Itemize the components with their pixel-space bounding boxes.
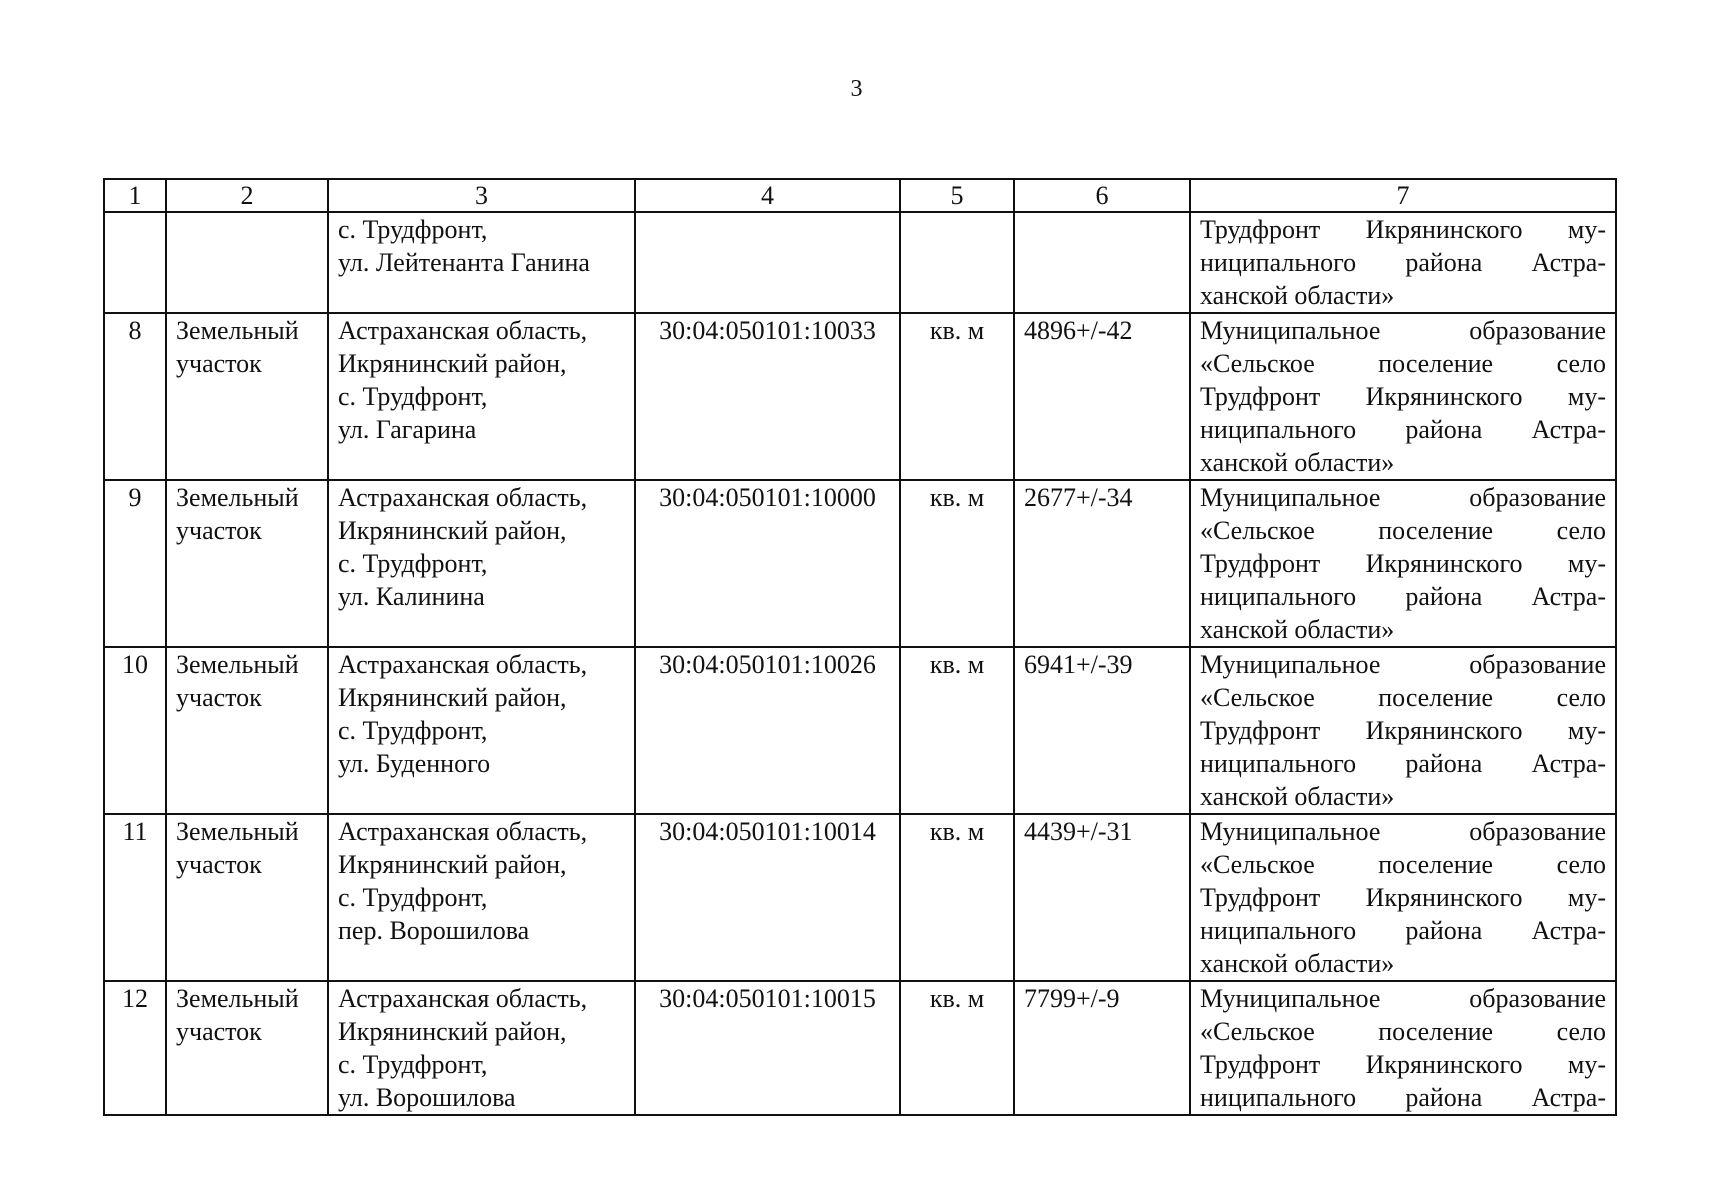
owner-line: «Сельское поселение село (1200, 516, 1606, 545)
column-header: 1 (104, 179, 166, 212)
area-cell (1014, 212, 1190, 313)
address-line: с. Трудфронт, (338, 883, 488, 912)
address-cell (328, 814, 635, 981)
owner-line: ханской области» (1200, 448, 1395, 477)
table-row (104, 647, 1616, 814)
address-line: Икрянинский район, (338, 516, 567, 545)
object-line: участок (176, 1017, 262, 1046)
table-row (104, 814, 1616, 981)
owner-line: Муниципальное образование (1200, 984, 1606, 1013)
object-cell (166, 647, 328, 814)
area-cell: 2677+/-34 (1014, 480, 1190, 647)
owner-line: «Сельское поселение село (1200, 349, 1606, 378)
owner-cell (1190, 981, 1616, 1115)
address-line: Астраханская область, (338, 984, 588, 1013)
column-header: 6 (1014, 179, 1190, 212)
address-line: Икрянинский район, (338, 1017, 567, 1046)
cadastral-cell: 30:04:050101:10000 (635, 480, 900, 647)
owner-cell (1190, 212, 1616, 313)
area-cell: 4439+/-31 (1014, 814, 1190, 981)
object-cell (166, 212, 328, 313)
owner-line: ниципального района Астра- (1200, 248, 1606, 277)
owner-line: ханской области» (1200, 782, 1395, 811)
owner-line: Трудфронт Икрянинского му- (1200, 883, 1606, 912)
cadastral-cell: 30:04:050101:10026 (635, 647, 900, 814)
object-line: Земельный (176, 316, 299, 345)
table-row (104, 981, 1616, 1115)
owner-line: ханской области» (1200, 615, 1395, 644)
column-header: 3 (328, 179, 635, 212)
owner-line: Трудфронт Икрянинского му- (1200, 549, 1606, 578)
owner-line: ниципального района Астра- (1200, 1083, 1606, 1112)
table-header-row (104, 179, 1616, 212)
column-header: 4 (635, 179, 900, 212)
unit-cell: кв. м (900, 981, 1014, 1115)
address-line: с. Трудфронт, (338, 549, 488, 578)
page-number: 3 (850, 76, 863, 102)
address-line: Астраханская область, (338, 650, 588, 679)
number-cell: 11 (104, 814, 166, 981)
number-cell: 12 (104, 981, 166, 1115)
cadastral-cell (635, 212, 900, 313)
address-line: Астраханская область, (338, 316, 588, 345)
area-cell: 4896+/-42 (1014, 313, 1190, 480)
address-line: ул. Гагарина (338, 415, 477, 444)
area-cell: 7799+/-9 (1014, 981, 1190, 1115)
owner-cell (1190, 313, 1616, 480)
owner-line: ниципального района Астра- (1200, 415, 1606, 444)
unit-cell: кв. м (900, 647, 1014, 814)
address-line: Икрянинский район, (338, 683, 567, 712)
object-line: участок (176, 349, 262, 378)
object-cell (166, 981, 328, 1115)
address-cell (328, 647, 635, 814)
object-line: участок (176, 683, 262, 712)
object-cell (166, 480, 328, 647)
address-line: ул. Лейтенанта Ганина (338, 248, 590, 277)
address-line: Астраханская область, (338, 817, 588, 846)
owner-cell (1190, 647, 1616, 814)
owner-line: Трудфронт Икрянинского му- (1200, 382, 1606, 411)
object-line: Земельный (176, 984, 299, 1013)
owner-line: Трудфронт Икрянинского му- (1200, 1050, 1606, 1079)
address-cell (328, 313, 635, 480)
object-line: Земельный (176, 483, 299, 512)
address-line: с. Трудфронт, (338, 1050, 488, 1079)
owner-line: Муниципальное образование (1200, 316, 1606, 345)
address-line: Астраханская область, (338, 483, 588, 512)
owner-line: ниципального района Астра- (1200, 916, 1606, 945)
owner-line: ниципального района Астра- (1200, 582, 1606, 611)
owner-cell (1190, 814, 1616, 981)
owner-line: Трудфронт Икрянинского му- (1200, 215, 1606, 244)
address-line: Икрянинский район, (338, 850, 567, 879)
land-plots-table (103, 178, 1617, 1116)
table-row (104, 313, 1616, 480)
owner-line: Муниципальное образование (1200, 817, 1606, 846)
number-cell: 8 (104, 313, 166, 480)
object-cell (166, 313, 328, 480)
column-header: 2 (166, 179, 328, 212)
address-cell (328, 212, 635, 313)
object-line: Земельный (176, 650, 299, 679)
unit-cell (900, 212, 1014, 313)
number-cell: 9 (104, 480, 166, 647)
owner-line: ханской области» (1200, 281, 1395, 310)
address-line: с. Трудфронт, (338, 716, 488, 745)
unit-cell: кв. м (900, 480, 1014, 647)
continuation-row (104, 212, 1616, 313)
area-cell: 6941+/-39 (1014, 647, 1190, 814)
unit-cell: кв. м (900, 313, 1014, 480)
address-line: с. Трудфронт, (338, 215, 488, 244)
owner-cell (1190, 480, 1616, 647)
object-cell (166, 814, 328, 981)
cadastral-cell: 30:04:050101:10014 (635, 814, 900, 981)
owner-line: ханской области» (1200, 949, 1395, 978)
address-line: ул. Ворошилова (338, 1083, 516, 1112)
address-line: ул. Буденного (338, 749, 491, 778)
object-line: Земельный (176, 817, 299, 846)
cadastral-cell: 30:04:050101:10015 (635, 981, 900, 1115)
address-line: с. Трудфронт, (338, 382, 488, 411)
column-header: 7 (1190, 179, 1616, 212)
owner-line: Трудфронт Икрянинского му- (1200, 716, 1606, 745)
cadastral-cell: 30:04:050101:10033 (635, 313, 900, 480)
address-line: пер. Ворошилова (338, 916, 530, 945)
number-cell: 10 (104, 647, 166, 814)
object-line: участок (176, 516, 262, 545)
table-row (104, 480, 1616, 647)
unit-cell: кв. м (900, 814, 1014, 981)
address-cell (328, 480, 635, 647)
column-header: 5 (900, 179, 1014, 212)
owner-line: «Сельское поселение село (1200, 683, 1606, 712)
object-line: участок (176, 850, 262, 879)
owner-line: «Сельское поселение село (1200, 1017, 1606, 1046)
owner-line: Муниципальное образование (1200, 483, 1606, 512)
owner-line: ниципального района Астра- (1200, 749, 1606, 778)
owner-line: «Сельское поселение село (1200, 850, 1606, 879)
owner-line: Муниципальное образование (1200, 650, 1606, 679)
number-cell (104, 212, 166, 313)
address-line: ул. Калинина (338, 582, 485, 611)
address-cell (328, 981, 635, 1115)
address-line: Икрянинский район, (338, 349, 567, 378)
